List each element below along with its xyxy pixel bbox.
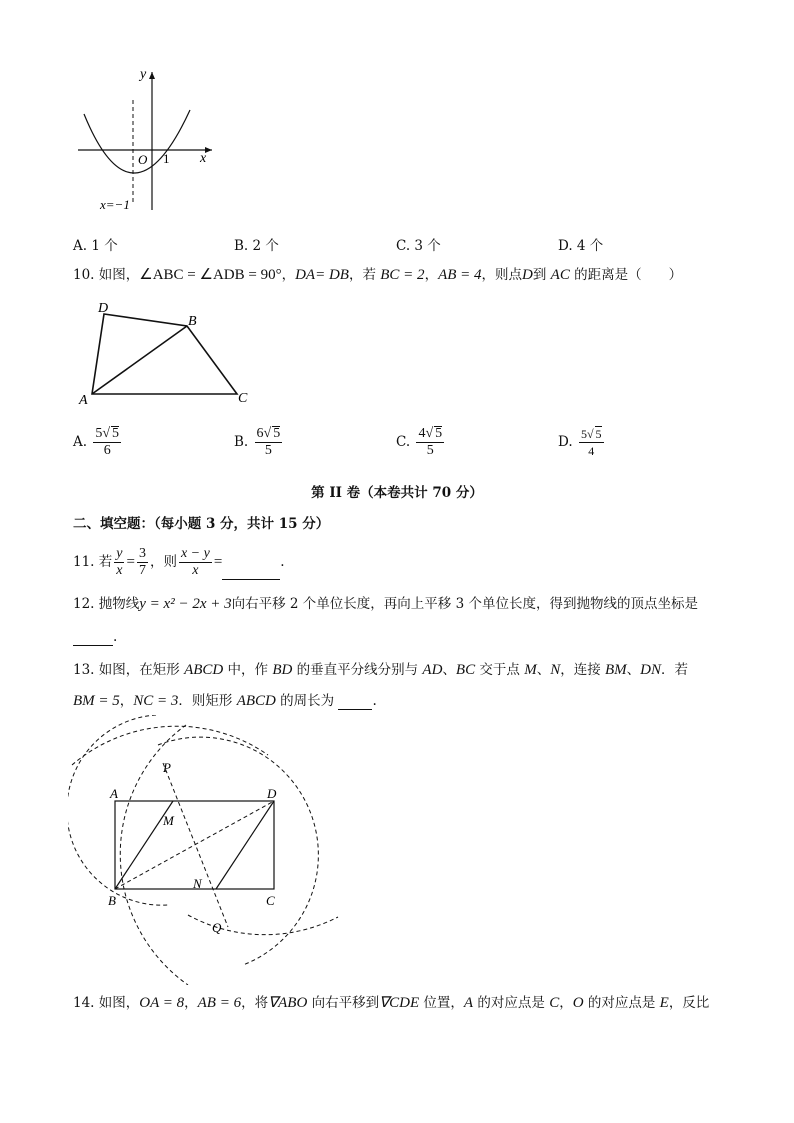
q13-label-q: Q (212, 920, 222, 935)
q13-label-m: M (163, 813, 174, 828)
q10-option-c: C. $\frac{4√ 5}{5}$ (396, 426, 443, 458)
q13-segment-dn (216, 801, 274, 889)
q9-option-d: D. 4 个 (558, 238, 604, 254)
q10-label-b: B (188, 314, 197, 329)
q10-label-c: C (238, 391, 248, 406)
q13-arc-right (158, 737, 318, 965)
q10-label-d: D (98, 301, 109, 316)
q13-label-a: A (110, 786, 118, 801)
q10-option-a: A. $\frac{5√ 5}{6}$ (73, 426, 120, 458)
q10-quadrilateral (92, 314, 237, 394)
q10-angle-condition: ∠ABC = ∠ADB = 90° (139, 267, 282, 283)
parabola-curve (84, 110, 190, 173)
q13-label-b: B (108, 893, 116, 908)
q13-label-n: N (193, 876, 202, 891)
y-label: y (140, 67, 147, 82)
q13-label-p: P (163, 760, 171, 775)
q13-line1: 13. 如图，在矩形 ABCD 中，作 BD 的垂直平分线分别与 AD、BC 交于点 M、N，连接 BM、DN．若 (73, 662, 689, 678)
y-axis-arrow (149, 72, 155, 79)
x-label: x (200, 151, 207, 166)
q10-option-b: B. $\frac{6√ 5}{5}$ (234, 426, 281, 458)
q13-line2: BM = 5，NC = 3．则矩形 ABCD 的周长为 . (73, 693, 377, 709)
part2-title: 第 II 卷（本卷共计 70 分） (311, 485, 483, 501)
q12-expression: y = x² − 2x + 3 (139, 596, 232, 612)
q13-arc-bottom (188, 915, 338, 935)
q12-answer-line: . (73, 628, 117, 646)
q13-label-c: C (266, 893, 275, 908)
q9-option-c: C. 3 个 (396, 238, 441, 254)
q11-answer-blank (222, 579, 280, 580)
q11-question: 11. 若 $\frac{y}{x}$ = $\frac{3}{7}$ ，则 $\frac{x - y}{x}$ = . (73, 546, 285, 578)
q9-option-a: A. 1 个 (73, 238, 118, 254)
q13-answer-blank (338, 695, 372, 710)
origin-label: O (138, 152, 148, 167)
q10-label-a: A (79, 393, 88, 408)
q10-diagonal-ab (92, 326, 187, 394)
q10-option-d: D. $\frac{5√ 5}{4}$ (558, 427, 602, 458)
q12-question: 12. 抛物线y = x² − 2x + 3向右平移 2 个单位长度，再向上平移 3 个单位长度，得到抛物线的顶点坐标是 (73, 596, 698, 612)
q13-arc-left (68, 715, 168, 905)
q10-quadrilateral-figure (72, 298, 262, 410)
section-fill-blank-heading: 二、填空题：（每小题 3 分，共计 15 分） (73, 516, 330, 532)
q10-question: 10. 如图，∠ABC = ∠ADB = 90°，DA= DB，若 BC = 2，AB = 4，则点D到 AC 的距离是（ ） (73, 267, 683, 283)
one-label: 1 (163, 151, 170, 166)
q12-answer-blank (73, 631, 113, 646)
q13-label-d: D (267, 786, 277, 801)
q13-arc-left-outer (120, 725, 188, 985)
q9-parabola-graph (72, 64, 222, 214)
q13-rectangle-construction-figure (68, 715, 348, 985)
q9-option-b: B. 2 个 (234, 238, 279, 254)
q14-question: 14. 如图，OA = 8，AB = 6，将∇ABO 向右平移到∇CDE 位置，A 的对应点是 C，O 的对应点是 E，反比 (73, 995, 710, 1011)
symmetry-axis-label: x=−1 (100, 197, 130, 212)
